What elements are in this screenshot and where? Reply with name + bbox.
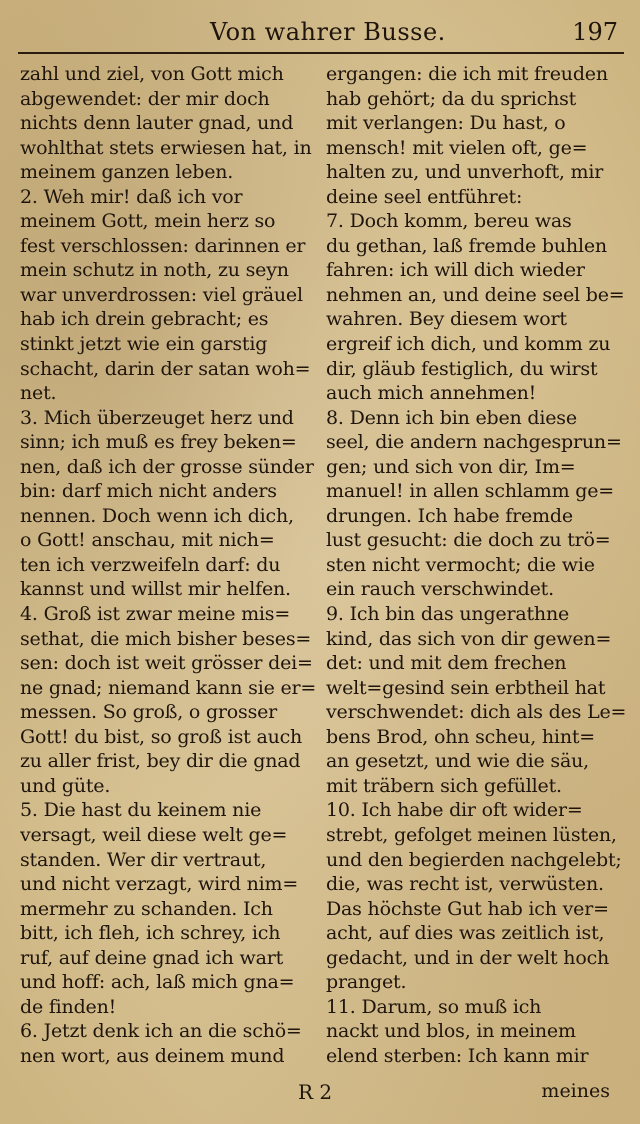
- text-line: gedacht, und in der welt hoch: [326, 946, 610, 969]
- text-line: ruf, auf deine gnad ich wart: [20, 946, 284, 969]
- text-line: abgewendet: der mir doch: [20, 87, 270, 110]
- text-line: 10. Ich habe dir oft wider=: [326, 799, 583, 822]
- text-line: acht, auf dies was zeitlich ist,: [326, 922, 605, 945]
- running-header: [0, 14, 640, 50]
- text-line: die, was recht ist, verwüsten.: [326, 873, 604, 896]
- text-line: 4. Groß ist zwar meine mis=: [20, 603, 291, 626]
- text-line: strebt, gefolget meinen lüsten,: [326, 823, 617, 846]
- text-line: pranget.: [326, 971, 407, 994]
- page-footer: [0, 1074, 640, 1114]
- text-line: versagt, weil diese welt ge=: [20, 823, 288, 846]
- text-line: an gesetzt, und wie die säu,: [326, 750, 589, 773]
- text-line: 6. Jetzt denk ich an die schö=: [20, 1020, 302, 1043]
- text-line: ergangen: die ich mit freuden: [326, 63, 608, 85]
- text-line: sethat, die mich bisher beses=: [20, 627, 312, 650]
- running-title: Von wahrer Busse.: [210, 18, 446, 46]
- text-line: fest verschlossen: darinnen er: [20, 234, 306, 257]
- text-line: 8. Denn ich bin eben diese: [326, 406, 577, 429]
- text-line: mein schutz in noth, zu seyn: [20, 259, 289, 282]
- text-line: meinem Gott, mein herz so: [20, 210, 276, 233]
- text-line: deine seel entführet:: [326, 185, 523, 208]
- text-line: 5. Die hast du keinem nie: [20, 799, 262, 822]
- text-line: bin: darf mich nicht anders: [20, 480, 277, 503]
- text-line: war unverdrossen: viel gräuel: [20, 283, 303, 306]
- text-line: nackt und blos, in meinem: [326, 1020, 576, 1043]
- text-line: sten nicht vermocht; die wie: [326, 553, 595, 576]
- catchword: meines: [541, 1080, 610, 1102]
- text-line: wohlthat stets erwiesen hat, in: [20, 136, 312, 159]
- text-line: 2. Weh mir! daß ich vor: [20, 185, 243, 208]
- text-line: standen. Wer dir vertraut,: [20, 848, 267, 871]
- text-line: net.: [20, 382, 57, 405]
- text-line: de finden!: [20, 995, 117, 1018]
- text-line: det: und mit dem frechen: [326, 652, 567, 675]
- header-rule: [18, 52, 624, 54]
- left-text-column: [20, 62, 320, 1068]
- text-line: hab ich drein gebracht; es: [20, 308, 269, 331]
- text-line: mit verlangen: Du hast, o: [326, 112, 566, 135]
- text-line: o Gott! anschau, mit nich=: [20, 529, 275, 552]
- text-line: mermehr zu schanden. Ich: [20, 897, 273, 920]
- text-line: kannst und willst mir helfen.: [20, 578, 291, 601]
- text-line: mit träbern sich gefüllet.: [326, 774, 562, 797]
- text-line: zahl und ziel, von Gott mich: [20, 63, 284, 85]
- text-line: verschwendet: dich als des Le=: [326, 701, 626, 724]
- text-line: und güte.: [20, 774, 111, 797]
- text-line: welt=gesind sein erbtheil hat: [326, 676, 606, 699]
- text-line: und nicht verzagt, wird nim=: [20, 873, 299, 896]
- text-line: nen, daß ich der grosse sünder: [20, 455, 314, 478]
- text-line: ergreif ich dich, und komm zu: [326, 333, 611, 356]
- text-line: bens Brod, ohn scheu, hint=: [326, 725, 596, 748]
- text-line: du gethan, laß fremde buhlen: [326, 234, 607, 257]
- text-line: sinn; ich muß es frey beken=: [20, 431, 297, 454]
- text-line: nichts denn lauter gnad, und: [20, 112, 294, 135]
- text-line: sen: doch ist weit grösser dei=: [20, 652, 313, 675]
- text-line: dir, gläub festiglich, du wirst: [326, 357, 598, 380]
- text-line: stinkt jetzt wie ein garstig: [20, 333, 268, 356]
- text-line: nen wort, aus deinem mund: [20, 1044, 285, 1067]
- text-line: lust gesucht: die doch zu trö=: [326, 529, 611, 552]
- text-line: ein rauch verschwindet.: [326, 578, 554, 601]
- text-line: mensch! mit vielen oft, ge=: [326, 136, 588, 159]
- text-line: halten zu, und unverhoft, mir: [326, 161, 604, 184]
- text-line: nehmen an, und deine seel be=: [326, 283, 625, 306]
- text-line: elend sterben: Ich kann mir: [326, 1044, 589, 1067]
- text-line: 9. Ich bin das ungerathne: [326, 603, 570, 626]
- text-line: seel, die andern nachgesprun=: [326, 431, 622, 454]
- text-line: ten ich verzweifeln darf: du: [20, 553, 281, 576]
- page-number: 197: [572, 18, 618, 46]
- text-line: 7. Doch komm, bereu was: [326, 210, 572, 233]
- right-text-column: [326, 62, 626, 1068]
- text-line: manuel! in allen schlamm ge=: [326, 480, 615, 503]
- text-line: zu aller frist, bey dir die gnad: [20, 750, 301, 773]
- text-line: und den begierden nachgelebt;: [326, 848, 622, 871]
- text-line: und hoff: ach, laß mich gna=: [20, 971, 295, 994]
- text-line: wahren. Bey diesem wort: [326, 308, 567, 331]
- text-line: schacht, darin der satan woh=: [20, 357, 311, 380]
- text-line: kind, das sich von dir gewen=: [326, 627, 612, 650]
- text-line: 11. Darum, so muß ich: [326, 995, 542, 1018]
- text-line: drungen. Ich habe fremde: [326, 504, 573, 527]
- text-line: messen. So groß, o grosser: [20, 701, 278, 724]
- text-line: hab gehört; da du sprichst: [326, 87, 577, 110]
- text-line: auch mich annehmen!: [326, 382, 537, 405]
- signature-mark: R 2: [298, 1080, 333, 1104]
- text-line: fahren: ich will dich wieder: [326, 259, 585, 282]
- text-line: bitt, ich fleh, ich schrey, ich: [20, 922, 281, 945]
- text-line: nennen. Doch wenn ich dich,: [20, 504, 294, 527]
- text-line: Gott! du bist, so groß ist auch: [20, 725, 303, 748]
- text-line: 3. Mich überzeuget herz und: [20, 406, 294, 429]
- text-line: gen; und sich von dir, Im=: [326, 455, 576, 478]
- text-line: ne gnad; niemand kann sie er=: [20, 676, 317, 699]
- text-line: Das höchste Gut hab ich ver=: [326, 897, 609, 920]
- text-line: meinem ganzen leben.: [20, 161, 234, 184]
